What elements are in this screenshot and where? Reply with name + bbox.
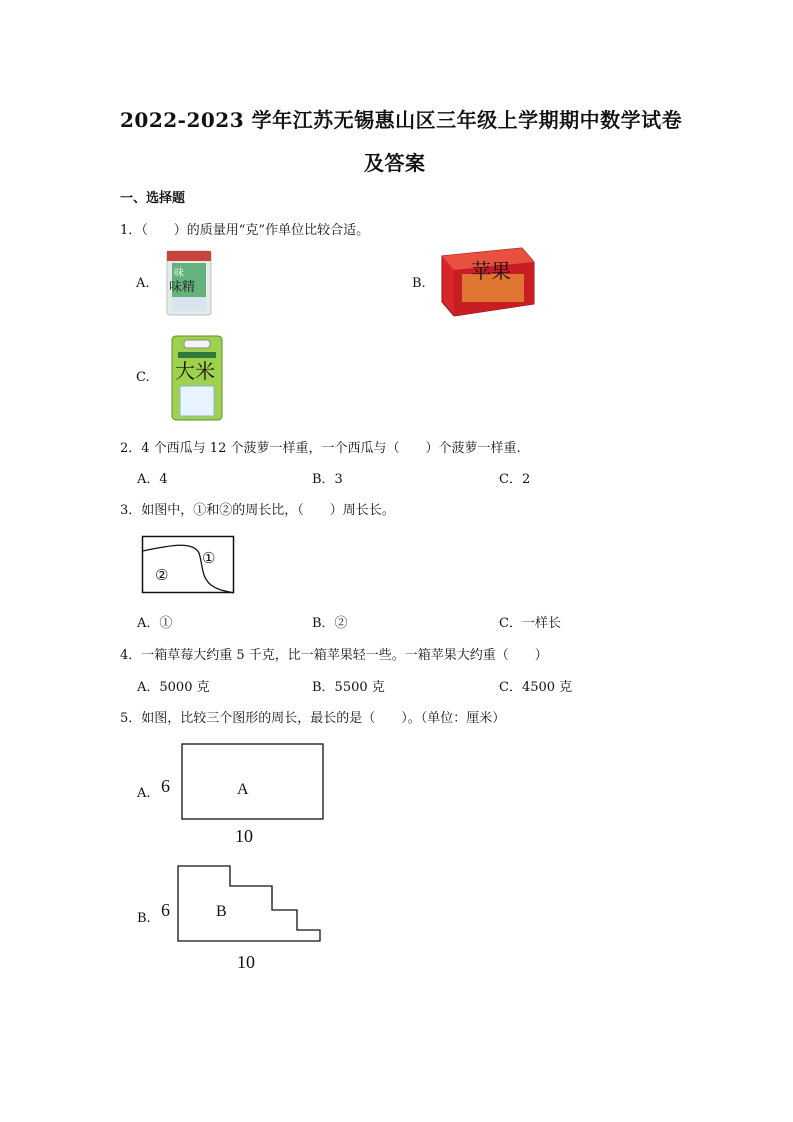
- q3-option-b: B．②: [312, 616, 348, 631]
- question-1-text: 1．（ ）的质量用“克”作单位比较合适。: [120, 223, 370, 238]
- q1-option-a-label: A.: [136, 276, 150, 291]
- q4-option-b: B．5500 克: [312, 680, 385, 695]
- q3-figure: [141, 535, 235, 595]
- q4-option-c: C．4500 克: [499, 680, 573, 695]
- apple-box-image: [438, 246, 536, 318]
- rectangle-a-figure: [158, 740, 328, 846]
- q2-option-a: A．4: [137, 472, 168, 487]
- q5-option-a-label: A.: [137, 786, 151, 801]
- region-1-label: ①: [202, 549, 216, 567]
- q2-option-c: C．2: [499, 472, 531, 487]
- msg-package-image: [164, 249, 214, 317]
- q3-option-c: C．一样长: [499, 616, 561, 631]
- rectangle-a-width-label: 10: [235, 826, 253, 846]
- question-4-text: 4．一箱草莓大约重 5 千克，比一箱苹果轻一些。一箱苹果大约重（ ）: [120, 648, 548, 663]
- msg-package-text: 味精: [169, 280, 196, 295]
- q2-option-b: B．3: [312, 472, 343, 487]
- rice-bag-text: 大米: [175, 359, 215, 383]
- region-2-label: ②: [155, 566, 169, 584]
- staircase-b-figure: [158, 862, 328, 972]
- title-line-1: 2022-2023 学年江苏无锡惠山区三年级上学期期中数学试卷: [120, 108, 683, 132]
- question-5-text: 5．如图，比较三个图形的周长，最长的是（ ）。（单位：厘米）: [120, 711, 506, 726]
- msg-package-small-text: 味: [174, 268, 184, 279]
- staircase-b-width-label: 10: [237, 952, 255, 972]
- apple-box-text: 苹果: [471, 259, 511, 283]
- question-2-text: 2．4 个西瓜与 12 个菠萝一样重，一个西瓜与（ ）个菠萝一样重.: [120, 441, 521, 456]
- q3-option-a: A．①: [137, 616, 173, 631]
- question-3-text: 3．如图中，①和②的周长比，（ ）周长长。: [120, 503, 395, 518]
- rectangle-a-height-label: 6: [161, 776, 170, 796]
- section-heading: 一、选择题: [120, 191, 186, 206]
- q1-option-c-label: C.: [136, 370, 150, 385]
- q1-option-b-label: B.: [412, 276, 426, 291]
- staircase-b-letter: B: [216, 903, 227, 920]
- q5-option-b-label: B.: [137, 911, 151, 926]
- title-line-2: 及答案: [364, 151, 426, 175]
- q4-option-a: A．5000 克: [137, 680, 210, 695]
- staircase-b-height-label: 6: [161, 900, 170, 920]
- rectangle-a-letter: A: [237, 781, 249, 798]
- rice-bag-image: [168, 334, 226, 422]
